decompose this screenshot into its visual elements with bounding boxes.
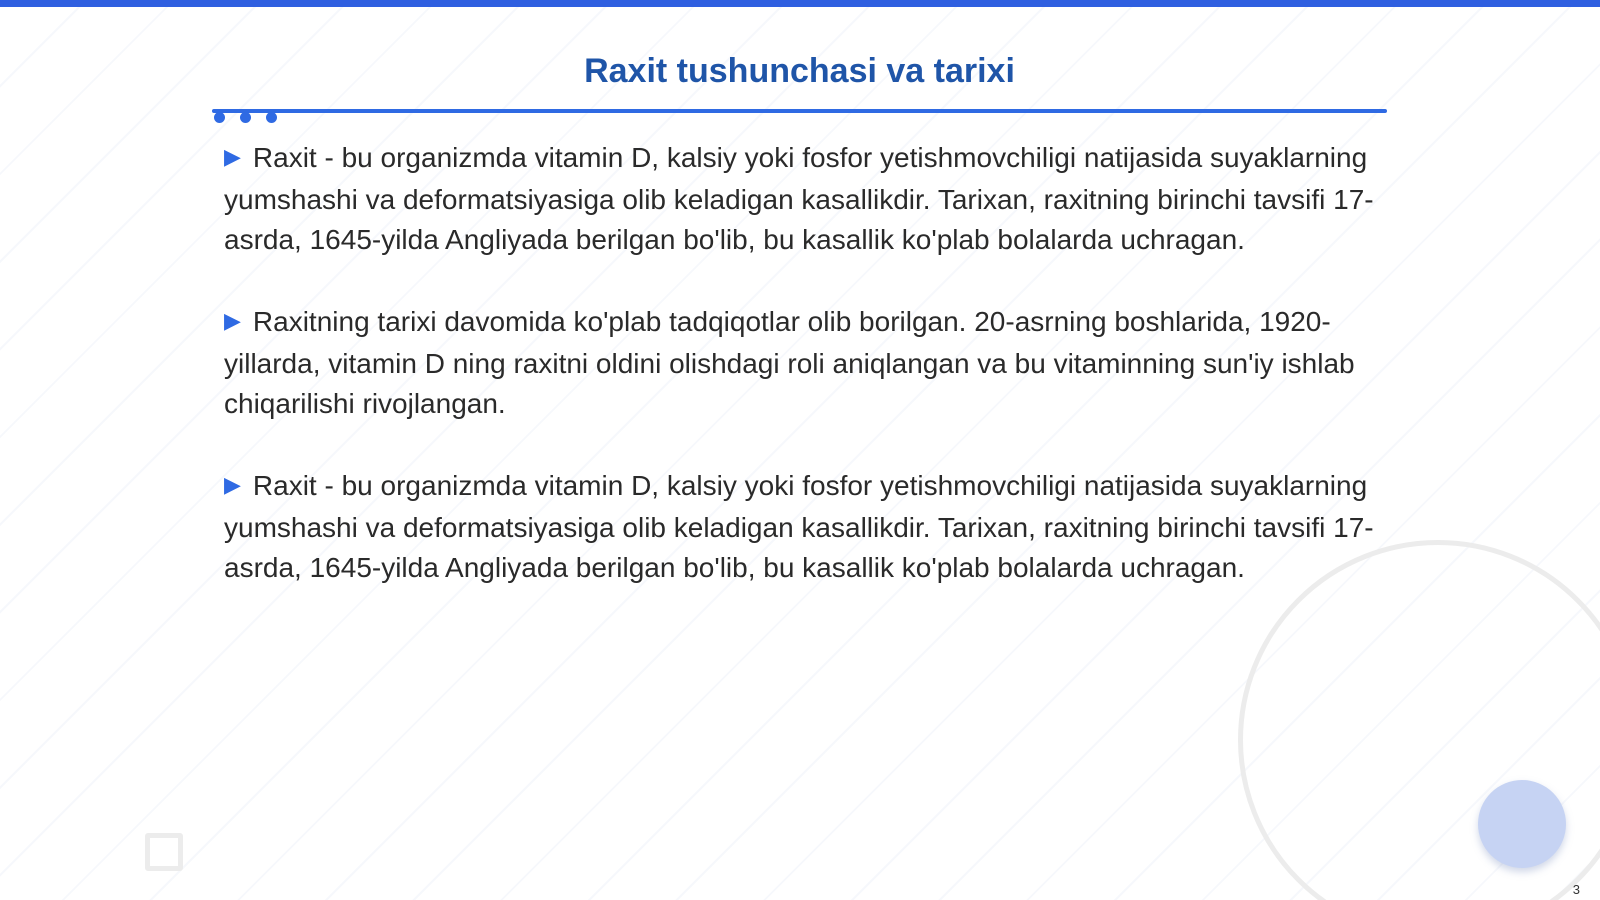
bullet-text: Raxitning tarixi davomida ko'plab tadqiqotlar olib borilgan. 20-asrning boshlarida, 1920-yillarda, vitamin D ning raxitni oldini olishdagi roli aniqlangan va bu vitaminning sun'iy ishlab chiqarilishi rivojlangan. [224,306,1355,419]
triangle-right-icon: ▶ [224,472,241,497]
slide-title: Raxit tushunchasi va tarixi [584,52,1015,90]
bullet-item [224,302,1389,424]
decorative-dot [266,112,277,123]
bullet-list [224,138,1389,630]
triangle-right-icon: ▶ [224,308,241,333]
decorative-dot [240,112,251,123]
bullet-text: Raxit - bu organizmda vitamin D, kalsiy yoki fosfor yetishmovchiligi natijasida suyaklarning yumshashi va deformatsiyasiga olib keladigan kasallikdir. Tarixan, raxitning birinchi tavsifi 17-asrda, 1645-yilda Angliyada berilgan bo'lib, bu kasallik ko'plab bolalarda uchragan. [224,470,1374,583]
bullet-text: Raxit - bu organizmda vitamin D, kalsiy yoki fosfor yetishmovchiligi natijasida suyaklarning yumshashi va deformatsiyasiga olib keladigan kasallikdir. Tarixan, raxitning birinchi tavsifi 17-asrda, 1645-yilda Angliyada berilgan bo'lib, bu kasallik ko'plab bolalarda uchragan. [224,142,1374,255]
decorative-square [145,833,183,871]
triangle-right-icon: ▶ [224,144,241,169]
decorative-dot [214,112,225,123]
decorative-circle [1478,780,1566,868]
bullet-item [224,138,1389,260]
title-underline [212,109,1387,113]
bullet-item [224,466,1389,588]
top-accent-bar [0,0,1600,7]
page-number: 3 [1572,882,1580,897]
